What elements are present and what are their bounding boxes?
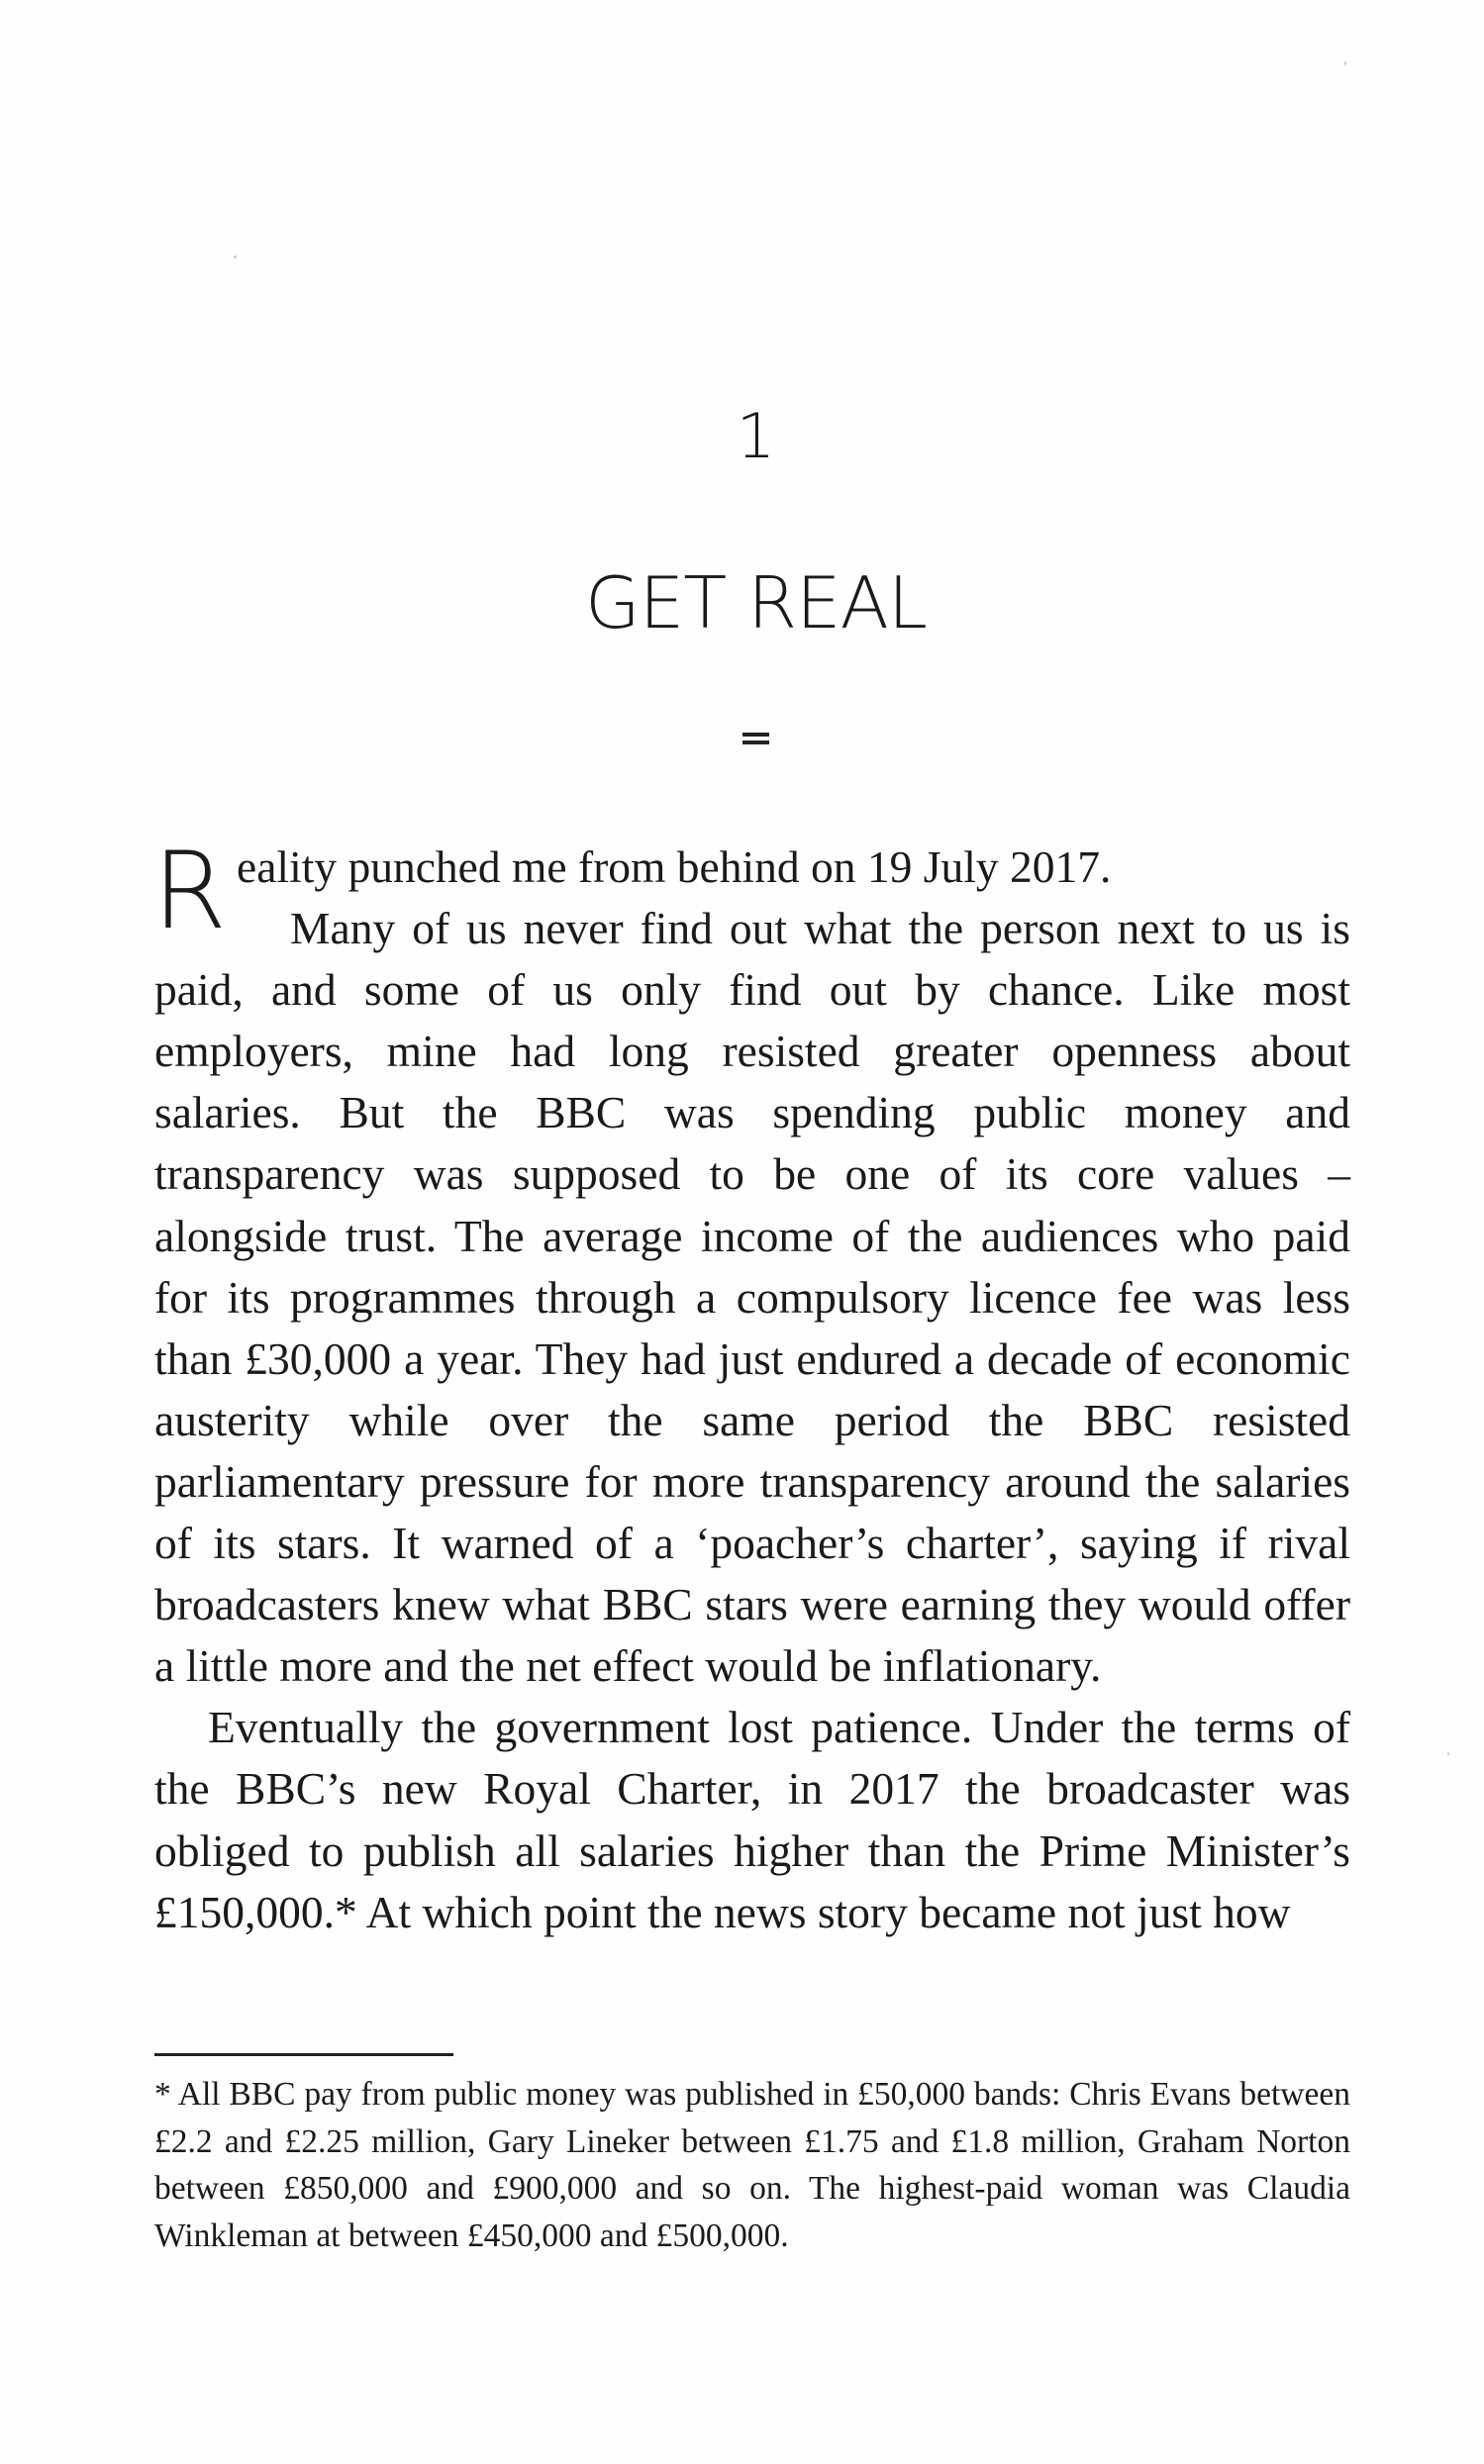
chapter-title: GET REAL <box>584 561 928 644</box>
footnote: * All BBC pay from public money was published in £50,000 bands: Chris Evans between £2.2 and £2.25 million, Gary Lineker between £1.75 and £1.8 million, Graham Norton between £850,000 and £900,000 and so on. The highest-paid woman was Claudia Winkleman at between £450,000 and £500,000. <box>154 2076 1350 2254</box>
paragraph-opening <box>152 830 1350 953</box>
chapter-ornament-icon <box>742 733 769 752</box>
footnote-rule <box>154 2053 453 2056</box>
chapter-number: 1 <box>736 400 776 472</box>
paragraph-opening-text: eality punched me from behind on 19 July 2017. <box>237 841 1112 892</box>
paragraph: Many of us never find out what the person next to us is paid, and some of us only find out by chance. Like most employers, mine had long resisted greater openness about salaries. But the BBC was spending public money and transparency was supposed to be one of its core values – alongside trust. The average income of the audiences who paid for its programmes through a compulsory licence fee was less than £30,000 a year. They had just endured a decade of economic austerity while over the same period the BBC resisted parliamentary pressure for more transparency around the salaries of its stars. It warned of a ‘poacher’s charter’, saying if rival broadcasters knew what BBC stars were earning they would offer a little more and the net effect would be inflationary. <box>154 903 1350 1692</box>
body-text <box>152 830 1350 1943</box>
drop-cap: R <box>152 830 228 953</box>
paragraph: Eventually the government lost patience. Under the terms of the BBC’s new Royal Charter, in 2017 the broadcaster was obliged to publish all salaries higher than the Prime Minister’s £150,000.* At which point the news story became not just how <box>154 1702 1350 1937</box>
paper-speck <box>1344 61 1346 65</box>
paper-speck <box>1447 1752 1449 1755</box>
paper-speck <box>234 255 237 258</box>
